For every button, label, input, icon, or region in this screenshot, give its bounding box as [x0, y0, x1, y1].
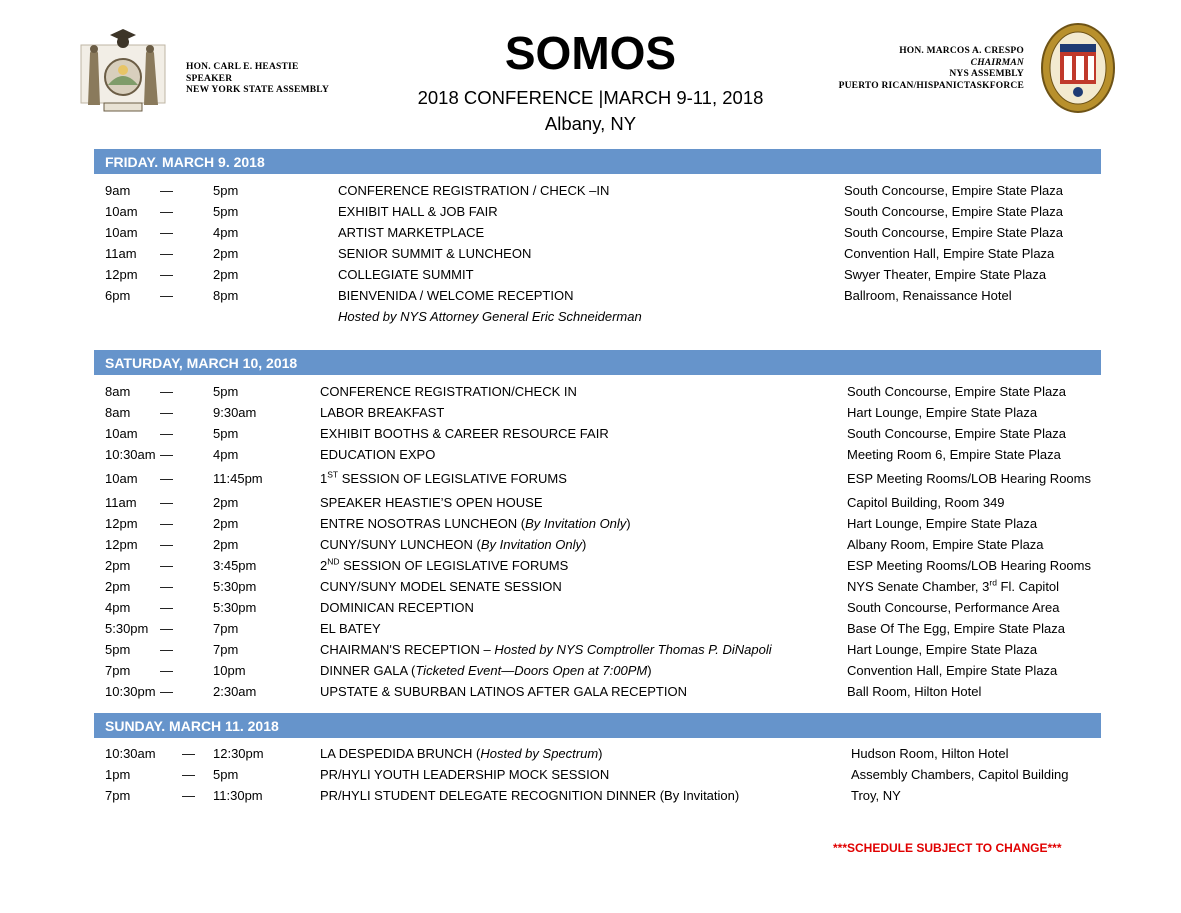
event-name [320, 402, 444, 423]
location-text: Hart Lounge, Empire State Plaza [847, 516, 1038, 531]
start-time: 10am [105, 204, 138, 219]
speaker-title: SPEAKER [186, 73, 233, 84]
event-text: SENIOR SUMMIT & LUNCHEON [338, 246, 532, 261]
time-dash: — [160, 183, 173, 198]
schedule-row [0, 492, 1181, 513]
schedule-row [0, 444, 1181, 465]
schedule-row [0, 618, 1181, 639]
start-time: 9am [105, 183, 131, 198]
event-location [844, 285, 1012, 306]
start-time: 11am [105, 246, 137, 261]
event-location [851, 764, 1068, 785]
event-location [847, 576, 1059, 597]
end-time: 7pm [213, 642, 239, 657]
end-time: 9:30am [213, 405, 257, 420]
start-time: 2pm [105, 558, 131, 573]
conference-subtitle: 2018 CONFERENCE |MARCH 9-11, 2018 [417, 87, 764, 108]
event-name [320, 468, 567, 489]
event-name [320, 513, 631, 534]
time-dash: — [182, 767, 195, 782]
start-time: 6pm [105, 288, 131, 303]
event-name [320, 681, 687, 702]
start-time: 2pm [105, 579, 131, 594]
event-name [338, 180, 609, 201]
time-dash: — [160, 384, 173, 399]
day-header-saturday: SATURDAY, MARCH 10, 2018 [94, 350, 1101, 375]
schedule-row [0, 285, 1181, 306]
location-text: Hart Lounge, Empire State Plaza [847, 405, 1038, 420]
start-time: 8am [105, 384, 131, 399]
speaker-name: HON. CARL E. HEASTIE [186, 62, 299, 72]
end-time: 3:45pm [213, 558, 257, 573]
start-time: 12pm [105, 516, 138, 531]
start-time: 1pm [105, 767, 131, 782]
event-text: EXHIBIT HALL & JOB FAIR [338, 204, 498, 219]
end-time: 2pm [213, 246, 239, 261]
end-time: 8pm [213, 288, 239, 303]
schedule-change-notice: ***SCHEDULE SUBJECT TO CHANGE*** [833, 841, 1062, 855]
end-time: 5pm [213, 426, 239, 441]
event-ordinal-suffix: ST [327, 469, 339, 480]
event-name [320, 492, 543, 513]
event-location [844, 222, 1063, 243]
event-note: Hosted by Spectrum [480, 746, 599, 761]
event-text: COLLEGIATE SUMMIT [338, 267, 474, 282]
schedule-row [0, 402, 1181, 423]
end-time: 5pm [213, 183, 239, 198]
start-time: 10am [105, 426, 138, 441]
location-text: ESP Meeting Rooms/LOB Hearing Rooms [847, 558, 1091, 573]
schedule-row [0, 534, 1181, 555]
location-text: Troy, NY [851, 788, 901, 803]
location-text: Albany Room, Empire State Plaza [847, 537, 1044, 552]
event-text: PR/HYLI STUDENT DELEGATE RECOGNITION DINNER (By Invitation) [320, 788, 740, 803]
event-name [338, 222, 484, 243]
event-location [847, 468, 1091, 489]
event-note: By Invitation Only [525, 516, 627, 531]
location-text: South Concourse, Empire State Plaza [847, 384, 1066, 399]
start-time: 5:30pm [105, 621, 149, 636]
schedule-row [0, 243, 1181, 264]
location-text: South Concourse, Empire State Plaza [844, 204, 1063, 219]
end-time: 2pm [213, 516, 239, 531]
start-time: 7pm [105, 788, 131, 803]
event-location [851, 785, 901, 806]
end-time: 12:30pm [213, 746, 264, 761]
end-time: 10pm [213, 663, 246, 678]
end-time: 11:30pm [213, 788, 263, 803]
event-text: BIENVENIDA / WELCOME RECEPTION [338, 288, 574, 303]
end-time: 5pm [213, 384, 239, 399]
start-time: 10am [105, 225, 138, 240]
time-dash: — [160, 447, 173, 462]
time-dash: — [160, 426, 173, 441]
event-location [844, 180, 1063, 201]
schedule-row [0, 764, 1181, 785]
time-dash: — [160, 579, 173, 594]
event-location [847, 681, 981, 702]
schedule-row [0, 743, 1181, 764]
time-dash: — [160, 621, 173, 636]
time-dash: — [160, 405, 173, 420]
start-time: 10:30am [105, 447, 156, 462]
location-text: South Concourse, Empire State Plaza [844, 183, 1063, 198]
event-location [851, 743, 1009, 764]
event-name [320, 534, 586, 555]
event-name [320, 423, 609, 444]
event-location [847, 660, 1057, 681]
event-name [338, 306, 642, 327]
event-text: PR/HYLI YOUTH LEADERSHIP MOCK SESSION [320, 767, 610, 782]
location-text: Ballroom, Renaissance Hotel [844, 288, 1012, 303]
time-dash: — [160, 558, 173, 573]
location-text: Swyer Theater, Empire State Plaza [844, 267, 1047, 282]
event-name [320, 597, 474, 618]
taskforce-seal-right [1040, 22, 1116, 114]
event-text: CONFERENCE REGISTRATION / CHECK –IN [338, 183, 610, 198]
schedule-row [0, 222, 1181, 243]
time-dash: — [160, 516, 173, 531]
event-name [320, 444, 435, 465]
event-name [338, 201, 498, 222]
location-text: South Concourse, Empire State Plaza [844, 225, 1063, 240]
event-location [844, 243, 1054, 264]
end-time: 5pm [213, 204, 239, 219]
event-name [320, 785, 739, 806]
page-title: SOMOS [504, 27, 677, 79]
location-text: Hudson Room, Hilton Hotel [851, 746, 1009, 761]
event-location [847, 423, 1066, 444]
event-text: 2 [320, 558, 328, 573]
chairman-name: HON. MARCOS A. CRESPO [899, 46, 1024, 56]
chairman-taskforce: PUERTO RICAN/HISPANICTASKFORCE [838, 80, 1024, 91]
event-ordinal-suffix: ND [327, 556, 340, 567]
schedule-row [0, 201, 1181, 222]
location-text: South Concourse, Performance Area [847, 600, 1060, 615]
event-note: Ticketed Event—Doors Open at 7:00PM [415, 663, 648, 678]
time-dash: — [160, 246, 173, 261]
event-text: ) [598, 746, 603, 761]
chairman-org: NYS ASSEMBLY [949, 69, 1024, 79]
event-text: ) [647, 663, 652, 678]
schedule-row [0, 306, 1181, 327]
time-dash: — [160, 288, 173, 303]
event-text: EXHIBIT BOOTHS & CAREER RESOURCE FAIR [320, 426, 609, 441]
location-text: South Concourse, Empire State Plaza [847, 426, 1066, 441]
time-dash: — [182, 788, 195, 803]
location-text: Capitol Building, Room 349 [847, 495, 1005, 510]
event-name [320, 618, 381, 639]
event-text: SESSION OF LEGISLATIVE FORUMS [339, 558, 569, 573]
chairman-title: CHAIRMAN [970, 57, 1024, 68]
event-name [338, 264, 474, 285]
event-location [847, 444, 1061, 465]
start-time: 8am [105, 405, 131, 420]
speaker-org: NEW YORK STATE ASSEMBLY [186, 85, 330, 95]
location-text: Base Of The Egg, Empire State Plaza [847, 621, 1065, 636]
event-location [847, 534, 1044, 555]
event-location [847, 492, 1005, 513]
end-time: 2pm [213, 537, 239, 552]
end-time: 2:30am [213, 684, 257, 699]
event-text: LABOR BREAKFAST [320, 405, 445, 420]
end-time: 2pm [213, 267, 239, 282]
start-time: 11am [105, 495, 137, 510]
event-text: DINNER GALA ( [320, 663, 416, 678]
schedule-row [0, 597, 1181, 618]
time-dash: — [160, 537, 173, 552]
start-time: 12pm [105, 267, 138, 282]
schedule-row [0, 423, 1181, 444]
event-note: Hosted by NYS Attorney General Eric Schneiderman [338, 309, 642, 324]
event-text: SESSION OF LEGISLATIVE FORUMS [338, 471, 567, 486]
schedule-row [0, 576, 1181, 597]
event-text: CUNY/SUNY MODEL SENATE SESSION [320, 579, 562, 594]
end-time: 5:30pm [213, 600, 257, 615]
location-text: Convention Hall, Empire State Plaza [844, 246, 1055, 261]
schedule-row [0, 681, 1181, 702]
start-time: 10am [105, 471, 138, 486]
end-time: 4pm [213, 447, 239, 462]
time-dash: — [160, 642, 173, 657]
location-text: ESP Meeting Rooms/LOB Hearing Rooms [847, 471, 1091, 486]
conference-location: Albany, NY [544, 113, 637, 134]
start-time: 4pm [105, 600, 131, 615]
event-text: EDUCATION EXPO [320, 447, 436, 462]
event-name [320, 764, 609, 785]
day-header-sunday: SUNDAY. MARCH 11. 2018 [94, 713, 1101, 738]
schedule-row [0, 513, 1181, 534]
location-text: Convention Hall, Empire State Plaza [847, 663, 1058, 678]
event-text: CHAIRMAN'S RECEPTION – [320, 642, 495, 657]
start-time: 10:30pm [105, 684, 156, 699]
event-text: ENTRE NOSOTRAS LUNCHEON ( [320, 516, 526, 531]
event-text: 1 [320, 471, 328, 486]
event-text: EL BATEY [320, 621, 381, 636]
end-time: 2pm [213, 495, 239, 510]
event-name [320, 555, 568, 576]
event-name [338, 243, 531, 264]
start-time: 12pm [105, 537, 138, 552]
event-text: SPEAKER HEASTIE’S OPEN HOUSE [320, 495, 543, 510]
event-location [847, 402, 1037, 423]
end-time: 11:45pm [213, 471, 263, 486]
schedule-row [0, 555, 1181, 576]
location-text: Ball Room, Hilton Hotel [847, 684, 982, 699]
location-text: Hart Lounge, Empire State Plaza [847, 642, 1038, 657]
start-time: 5pm [105, 642, 131, 657]
event-location [847, 597, 1059, 618]
chairman-block [820, 46, 1024, 92]
end-time: 7pm [213, 621, 239, 636]
event-text: DOMINICAN RECEPTION [320, 600, 474, 615]
event-text: ARTIST MARKETPLACE [338, 225, 485, 240]
start-time: 7pm [105, 663, 131, 678]
location-ordinal-suffix: rd [989, 577, 997, 588]
schedule-row [0, 468, 1181, 489]
time-dash: — [160, 600, 173, 615]
location-text: Assembly Chambers, Capitol Building [851, 767, 1069, 782]
event-name [320, 639, 772, 660]
day-header-friday: FRIDAY. MARCH 9. 2018 [94, 149, 1101, 174]
event-location [847, 618, 1065, 639]
end-time: 5pm [213, 767, 239, 782]
event-name [320, 743, 603, 764]
schedule-row [0, 785, 1181, 806]
end-time: 5:30pm [213, 579, 257, 594]
location-text: Meeting Room 6, Empire State Plaza [847, 447, 1061, 462]
time-dash: — [160, 225, 173, 240]
event-location [847, 381, 1066, 402]
end-time: 4pm [213, 225, 239, 240]
schedule-row [0, 180, 1181, 201]
time-dash: — [160, 495, 173, 510]
event-text: CONFERENCE REGISTRATION/CHECK IN [320, 384, 577, 399]
event-text: CUNY/SUNY LUNCHEON ( [320, 537, 481, 552]
event-text: ) [582, 537, 587, 552]
event-note: By Invitation Only [480, 537, 582, 552]
location-text: Fl. Capitol [996, 579, 1060, 594]
event-location [847, 639, 1037, 660]
event-location [844, 264, 1046, 285]
event-name [320, 381, 577, 402]
event-text: UPSTATE & SUBURBAN LATINOS AFTER GALA RECEPTION [320, 684, 687, 699]
event-text: ) [626, 516, 631, 531]
start-time: 10:30am [105, 746, 156, 761]
event-name [320, 660, 652, 681]
event-location [847, 513, 1037, 534]
time-dash: — [160, 204, 173, 219]
time-dash: — [160, 663, 173, 678]
schedule-row [0, 639, 1181, 660]
time-dash: — [160, 471, 173, 486]
event-note: Hosted by NYS Comptroller Thomas P. DiNapoli [494, 642, 772, 657]
event-text: LA DESPEDIDA BRUNCH ( [320, 746, 481, 761]
time-dash: — [160, 267, 173, 282]
event-name [338, 285, 574, 306]
event-location [844, 201, 1063, 222]
schedule-row [0, 264, 1181, 285]
event-location [847, 555, 1091, 576]
time-dash: — [182, 746, 195, 761]
location-text: NYS Senate Chamber, 3 [847, 579, 990, 594]
event-name [320, 576, 562, 597]
schedule-row [0, 660, 1181, 681]
schedule-row [0, 381, 1181, 402]
time-dash: — [160, 684, 173, 699]
